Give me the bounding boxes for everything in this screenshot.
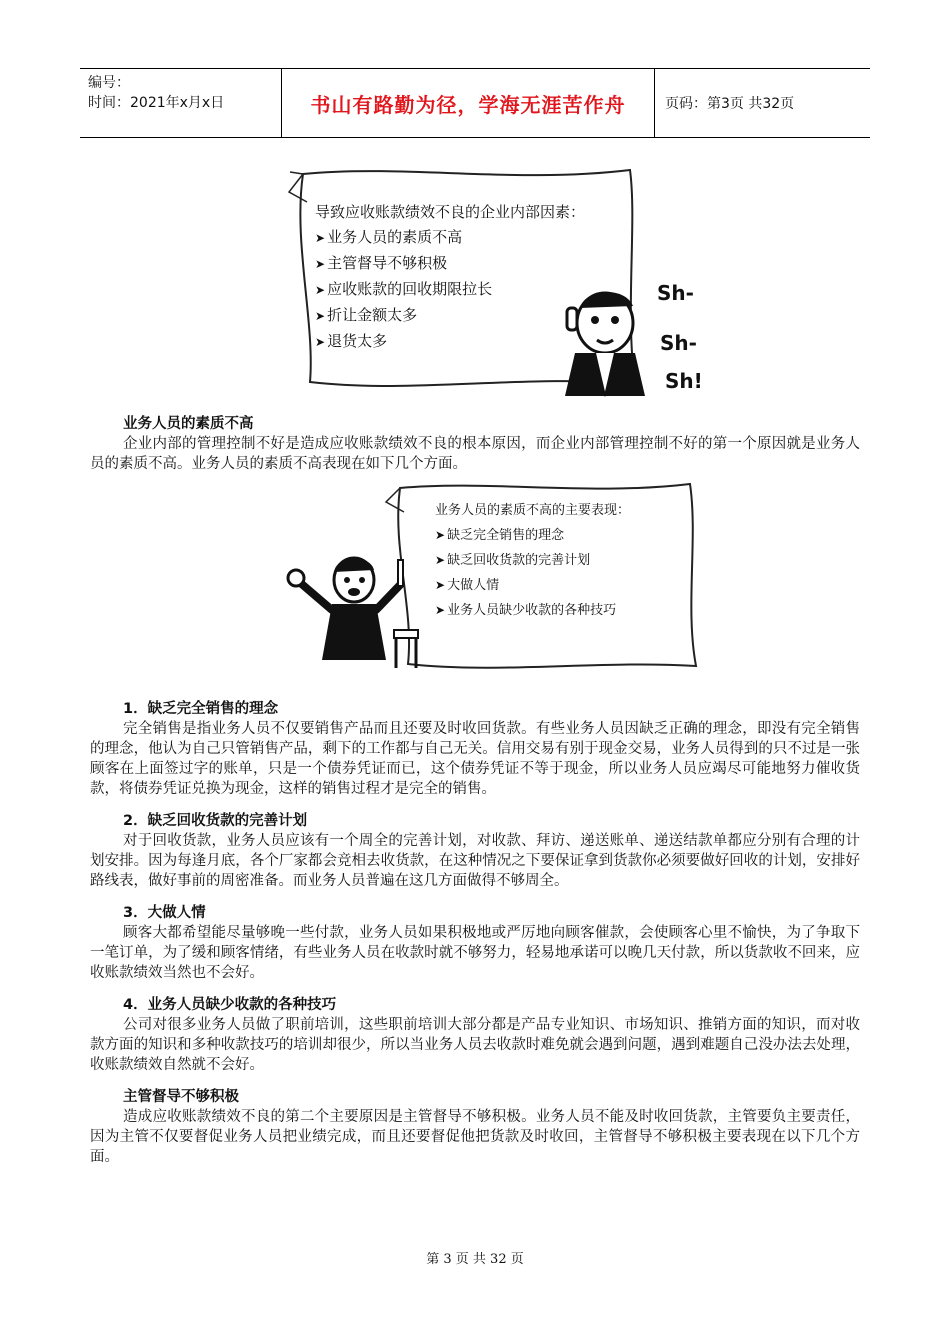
header-meta [80,69,282,137]
section-paragraph: 造成应收账款绩效不良的第二个主要原因是主管督导不够积极。业务人员不能及时收回货款，主管要负主要责任，因为主管不仅要督促业务人员把业绩完成，而且还要督促他把货款及时收回，主管督导不够积极主要表现在以下几个方面。 [90,1109,860,1165]
list-item: ➤ 缺乏回收货款的完善计划 [435,553,591,568]
list-item: ➤ 缺乏完全销售的理念 [435,528,565,543]
section-heading: 4．业务人员缺少收款的各种技巧 [123,997,337,1013]
section-paragraph: 对于回收货款，业务人员应该有一个周全的完善计划，对收款、拜访、递送账单、递送结款单都应分别有合理的计划安排。因为每逢月底，各个厂家都会竞相去收货款，在这种情况之下要保证拿到货款你必须要做好回收的计划，安排好路线表，做好事前的周密准备。而业务人员普遍在这几方面做得不够周全。 [90,833,860,889]
section-heading: 业务人员的素质不高 [123,416,254,432]
document-date: 时间：2021年x月x日 [88,95,225,111]
shush-text: Sh! [665,369,703,393]
page-header [80,68,870,138]
arrow-bullet-icon: ➤ [435,528,446,542]
section-paragraph: 完全销售是指业务人员不仅要销售产品而且还要及时收回货款。有些业务人员因缺乏正确的理念，即没有完全销售的理念，他认为自己只管销售产品，剩下的工作都与自己无关。信用交易有别于现金交易，业务人员得到的只不过是一张顾客在上面签过字的账单，只是一个债券凭证而已，这个债券凭证不等于现金，所以业务人员应竭尽可能地努力催收货款，将债券凭证兑换为现金，这样的销售过程才是完全的销售。 [90,721,860,797]
section-paragraph: 公司对很多业务人员做了职前培训，这些职前培训大部分都是产品专业知识、市场知识、推销方面的知识，而对收款方面的知识和多种收款技巧的培训却很少，所以当业务人员去收款时难免就会遇到问题，遇到难题自己没办法去处理，收账款绩效自然就不会好。 [90,1017,860,1073]
behaviors-title: 业务人员的素质不高的主要表现： [435,503,631,518]
list-item: ➤ 折让金额太多 [315,306,418,324]
factors-title: 导致应收账款绩效不良的企业内部因素： [315,203,586,221]
list-item: ➤ 业务人员的素质不高 [315,228,463,246]
arrow-bullet-icon: ➤ [315,335,326,349]
section-heading: 2．缺乏回收货款的完善计划 [123,813,308,829]
section-paragraph: 顾客大都希望能尽量够晚一些付款，业务人员如果积极地或严厉地向顾客催款，会使顾客心里不愉快，为了争取下一笔订单，为了缓和顾客情绪，有些业务人员在收款时就不够努力，轻易地承诺可以晚几天付款，所以货款收不回来，应收账款绩效当然也不会好。 [90,925,860,981]
list-item: ➤ 主管督导不够积极 [315,254,448,272]
page-footer: 第 3 页 共 32 页 [426,1252,524,1267]
arrow-bullet-icon: ➤ [435,553,446,567]
header-motto: 书山有路勤为径，学海无涯苦作舟 [282,69,655,137]
arrow-bullet-icon: ➤ [315,283,326,297]
section-paragraph: 企业内部的管理控制不好是造成应收账款绩效不良的根本原因，而企业内部管理控制不好的第一个原因就是业务人员的素质不高。业务人员的素质不高表现在如下几个方面。 [90,436,860,472]
arrow-bullet-icon: ➤ [315,309,326,323]
section-heading: 3．大做人情 [123,905,206,921]
list-item: ➤ 大做人情 [435,578,500,593]
arrow-bullet-icon: ➤ [315,231,326,245]
document-number: 编号： [88,75,130,91]
list-item: ➤ 应收账款的回收期限拉长 [315,280,493,298]
shush-text: Sh- [657,281,694,305]
arrow-bullet-icon: ➤ [315,257,326,271]
article-body [90,414,860,1167]
arrow-bullet-icon: ➤ [435,603,446,617]
shush-text: Sh- [660,331,697,355]
list-item: ➤ 退货太多 [315,332,388,350]
list-item: ➤ 业务人员缺少收款的各种技巧 [435,603,617,618]
header-page-number: 页码：第3页 共32页 [665,96,795,112]
arrow-bullet-icon: ➤ [435,578,446,592]
shushing-man-icon [545,268,715,398]
section-heading: 1．缺乏完全销售的理念 [123,701,279,717]
section-heading: 主管督导不够积极 [123,1089,239,1105]
